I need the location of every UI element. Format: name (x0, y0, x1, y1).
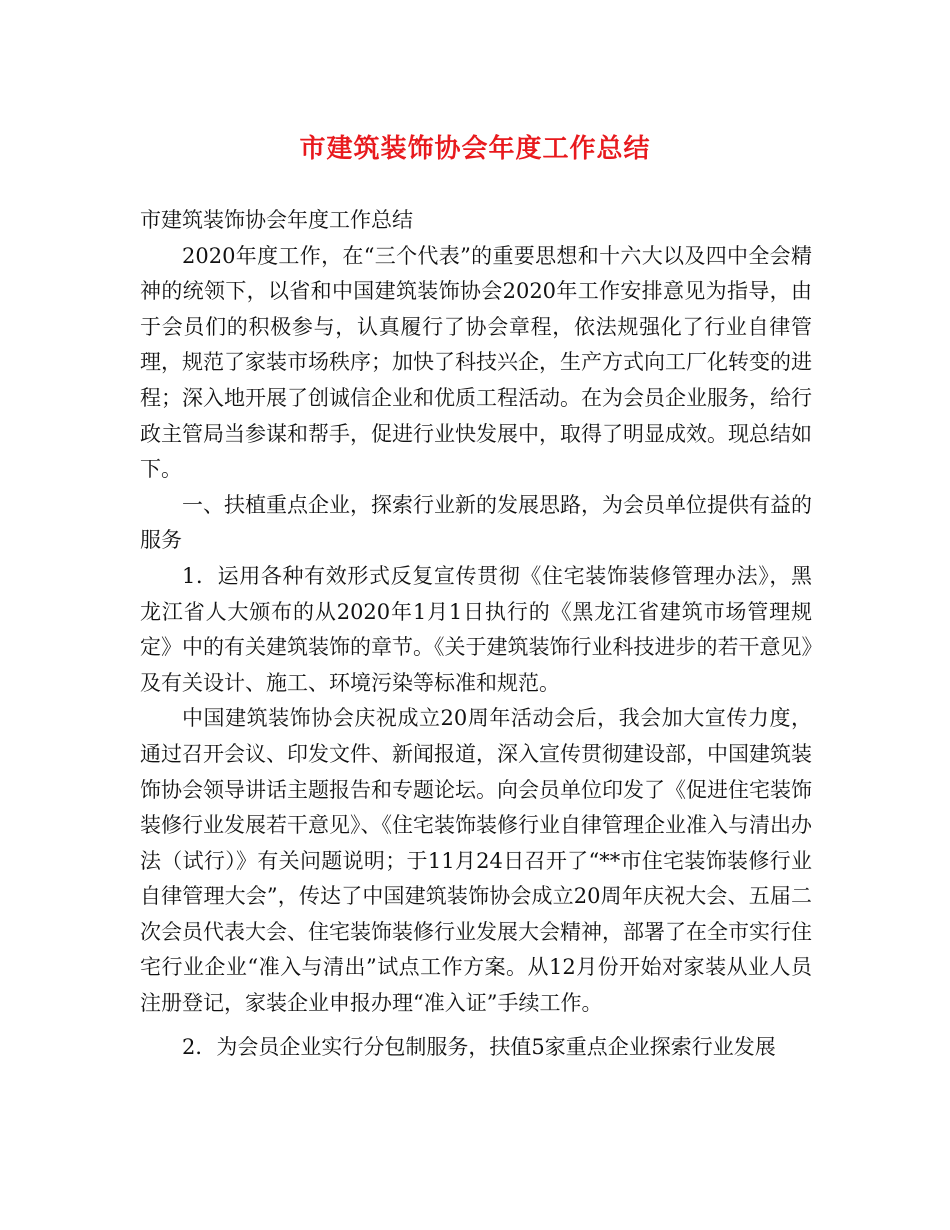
body-heading: 市建筑装饰协会年度工作总结 (140, 208, 413, 232)
document-body (140, 203, 812, 1065)
item-1-paragraph: 1．运用各种有效形式反复宣传贯彻《住宅装饰装修管理办法》，黑龙江省人大颁布的从2020年1月1日执行的《黑龙江省建筑市场管理规定》中的有关建筑装饰的章节。《关于建筑装饰行业科技进步的若干意见》及有关设计、施工、环境污染等标准和规范。 (140, 563, 812, 695)
intro-paragraph: 2020年度工作，在“三个代表”的重要思想和十六大以及四中全会精神的统领下，以省和中国建筑装饰协会2020年工作安排意见为指导，由于会员们的积极参与，认真履行了协会章程，依法规强化了行业自律管理，规范了家装市场秩序；加快了科技兴企，生产方式向工厂化转变的进程；深入地开展了创诚信企业和优质工程活动。在为会员企业服务，给行政主管局当参谋和帮手，促进行业快发展中，取得了明显成效。现总结如下。 (140, 243, 812, 482)
item-2-paragraph: 2．为会员企业实行分包制服务，扶值5家重点企业探索行业发展 (182, 1034, 776, 1059)
item-1-detail-paragraph: 中国建筑装饰协会庆祝成立20周年活动会后，我会加大宣传力度，通过召开会议、印发文件、新闻报道，深入宣传贯彻建设部，中国建筑装饰协会领导讲话主题报告和专题论坛。向会员单位印发了《促进住宅装饰装修行业发展若干意见》、《住宅装饰装修行业自律管理企业准入与清出办法（试行）》有关问题说明；于11月24日召开了“**市住宅装饰装修行业自律管理大会”，传达了中国建筑装饰协会成立20周年庆祝大会、五届二次会员代表大会、住宅装饰装修行业发展大会精神，部署了在全市实行住宅行业企业“准入与清出”试点工作方案。从12月份开始对家装从业人员注册登记，家装企业申报办理“准入证”手续工作。 (140, 706, 812, 1016)
section-heading-1: 一、扶植重点企业，探索行业新的发展思路，为会员单位提供有益的服务 (140, 492, 812, 553)
document-title: 市建筑装饰协会年度工作总结 (299, 134, 651, 164)
